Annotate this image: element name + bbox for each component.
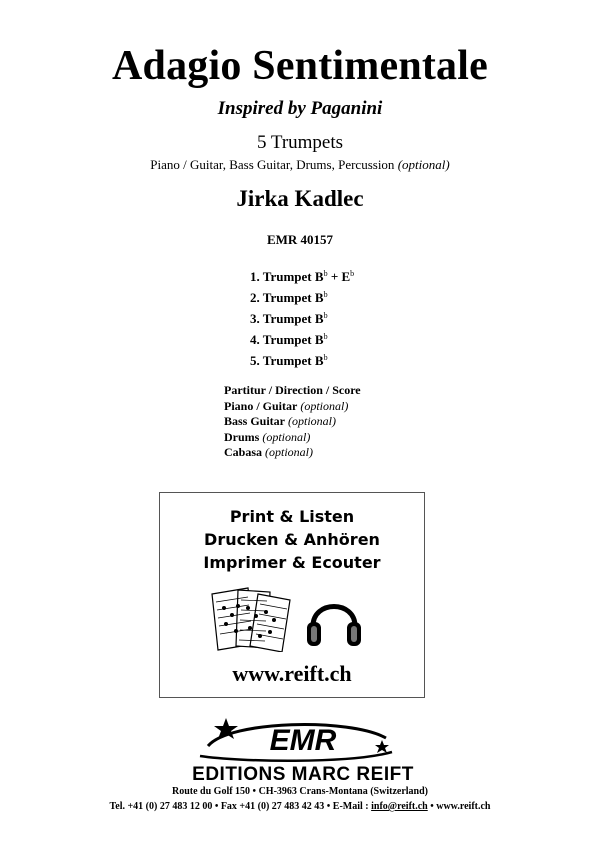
material-name: Cabasa: [224, 445, 263, 459]
flat-sign: b: [350, 269, 355, 278]
material-name: Partitur / Direction / Score: [224, 383, 361, 397]
logo-monogram: EMR: [269, 724, 337, 757]
instrumentation-line: [0, 157, 600, 173]
part-item: [250, 326, 450, 347]
emr-logo-icon: [160, 716, 446, 786]
parts-list: [250, 263, 450, 368]
flat-sign: b: [323, 353, 328, 362]
flat-sign: b: [323, 311, 328, 320]
part-item: [250, 263, 450, 284]
part-item: [250, 347, 450, 368]
print-listen-box: [159, 492, 425, 698]
material-item: [224, 414, 484, 430]
material-note: (optional): [262, 429, 311, 444]
instrumentation-main: Piano / Guitar, Bass Guitar, Drums, Percussion: [150, 157, 395, 172]
publisher-contact: [0, 801, 600, 812]
material-item: [224, 399, 484, 415]
material-note: (optional): [300, 398, 349, 413]
ensemble: 5 Trumpets: [256, 132, 344, 153]
part-label: 2. Trumpet B: [250, 290, 324, 305]
part-extra: + E: [327, 269, 351, 284]
part-label: 3. Trumpet B: [250, 311, 324, 326]
subtitle: Inspired by Paganini: [217, 98, 383, 119]
material-name: Piano / Guitar: [224, 398, 298, 413]
promo-website[interactable]: www.reift.ch: [232, 661, 352, 686]
email-link[interactable]: info@reift.ch: [371, 801, 428, 812]
contact-phone-fax: Tel. +41 (0) 27 483 12 00 • Fax +41 (0) 27 483 42 43 • E-Mail :: [109, 801, 372, 812]
sheet-music-icon: [208, 586, 294, 652]
part-item: [250, 284, 450, 305]
publisher-address: Route du Golf 150 • CH-3963 Crans-Montana (Switzerland): [172, 786, 428, 797]
part-label: 4. Trumpet B: [250, 332, 324, 347]
material-item: [224, 430, 484, 446]
material-item: [224, 445, 484, 461]
publisher-name: EDITIONS MARC REIFT: [192, 764, 414, 785]
promo-line-german: Drucken & Anhören: [204, 530, 380, 549]
instrumentation-optional: (optional): [397, 157, 450, 172]
title: Adagio Sentimentale: [112, 43, 488, 89]
material-item: [224, 383, 484, 399]
material-name: Bass Guitar: [224, 414, 286, 428]
flat-sign: b: [323, 290, 328, 299]
catalog-number: EMR 40157: [266, 232, 334, 247]
promo-line-french: Imprimer & Ecouter: [203, 553, 381, 572]
flat-sign: b: [323, 332, 328, 341]
material-note: (optional): [265, 445, 314, 459]
flat-sign: b: [323, 269, 328, 278]
part-label: 5. Trumpet B: [250, 353, 324, 368]
part-item: [250, 305, 450, 326]
promo-line-english: Print & Listen: [229, 507, 355, 526]
headphones-icon: [303, 590, 365, 652]
material-name: Drums: [224, 429, 260, 444]
materials-list: [224, 383, 484, 461]
part-label: 1. Trumpet B: [250, 269, 324, 284]
contact-website: • www.reift.ch: [427, 801, 491, 812]
composer: Jirka Kadlec: [236, 186, 364, 211]
material-note: (optional): [288, 414, 337, 428]
